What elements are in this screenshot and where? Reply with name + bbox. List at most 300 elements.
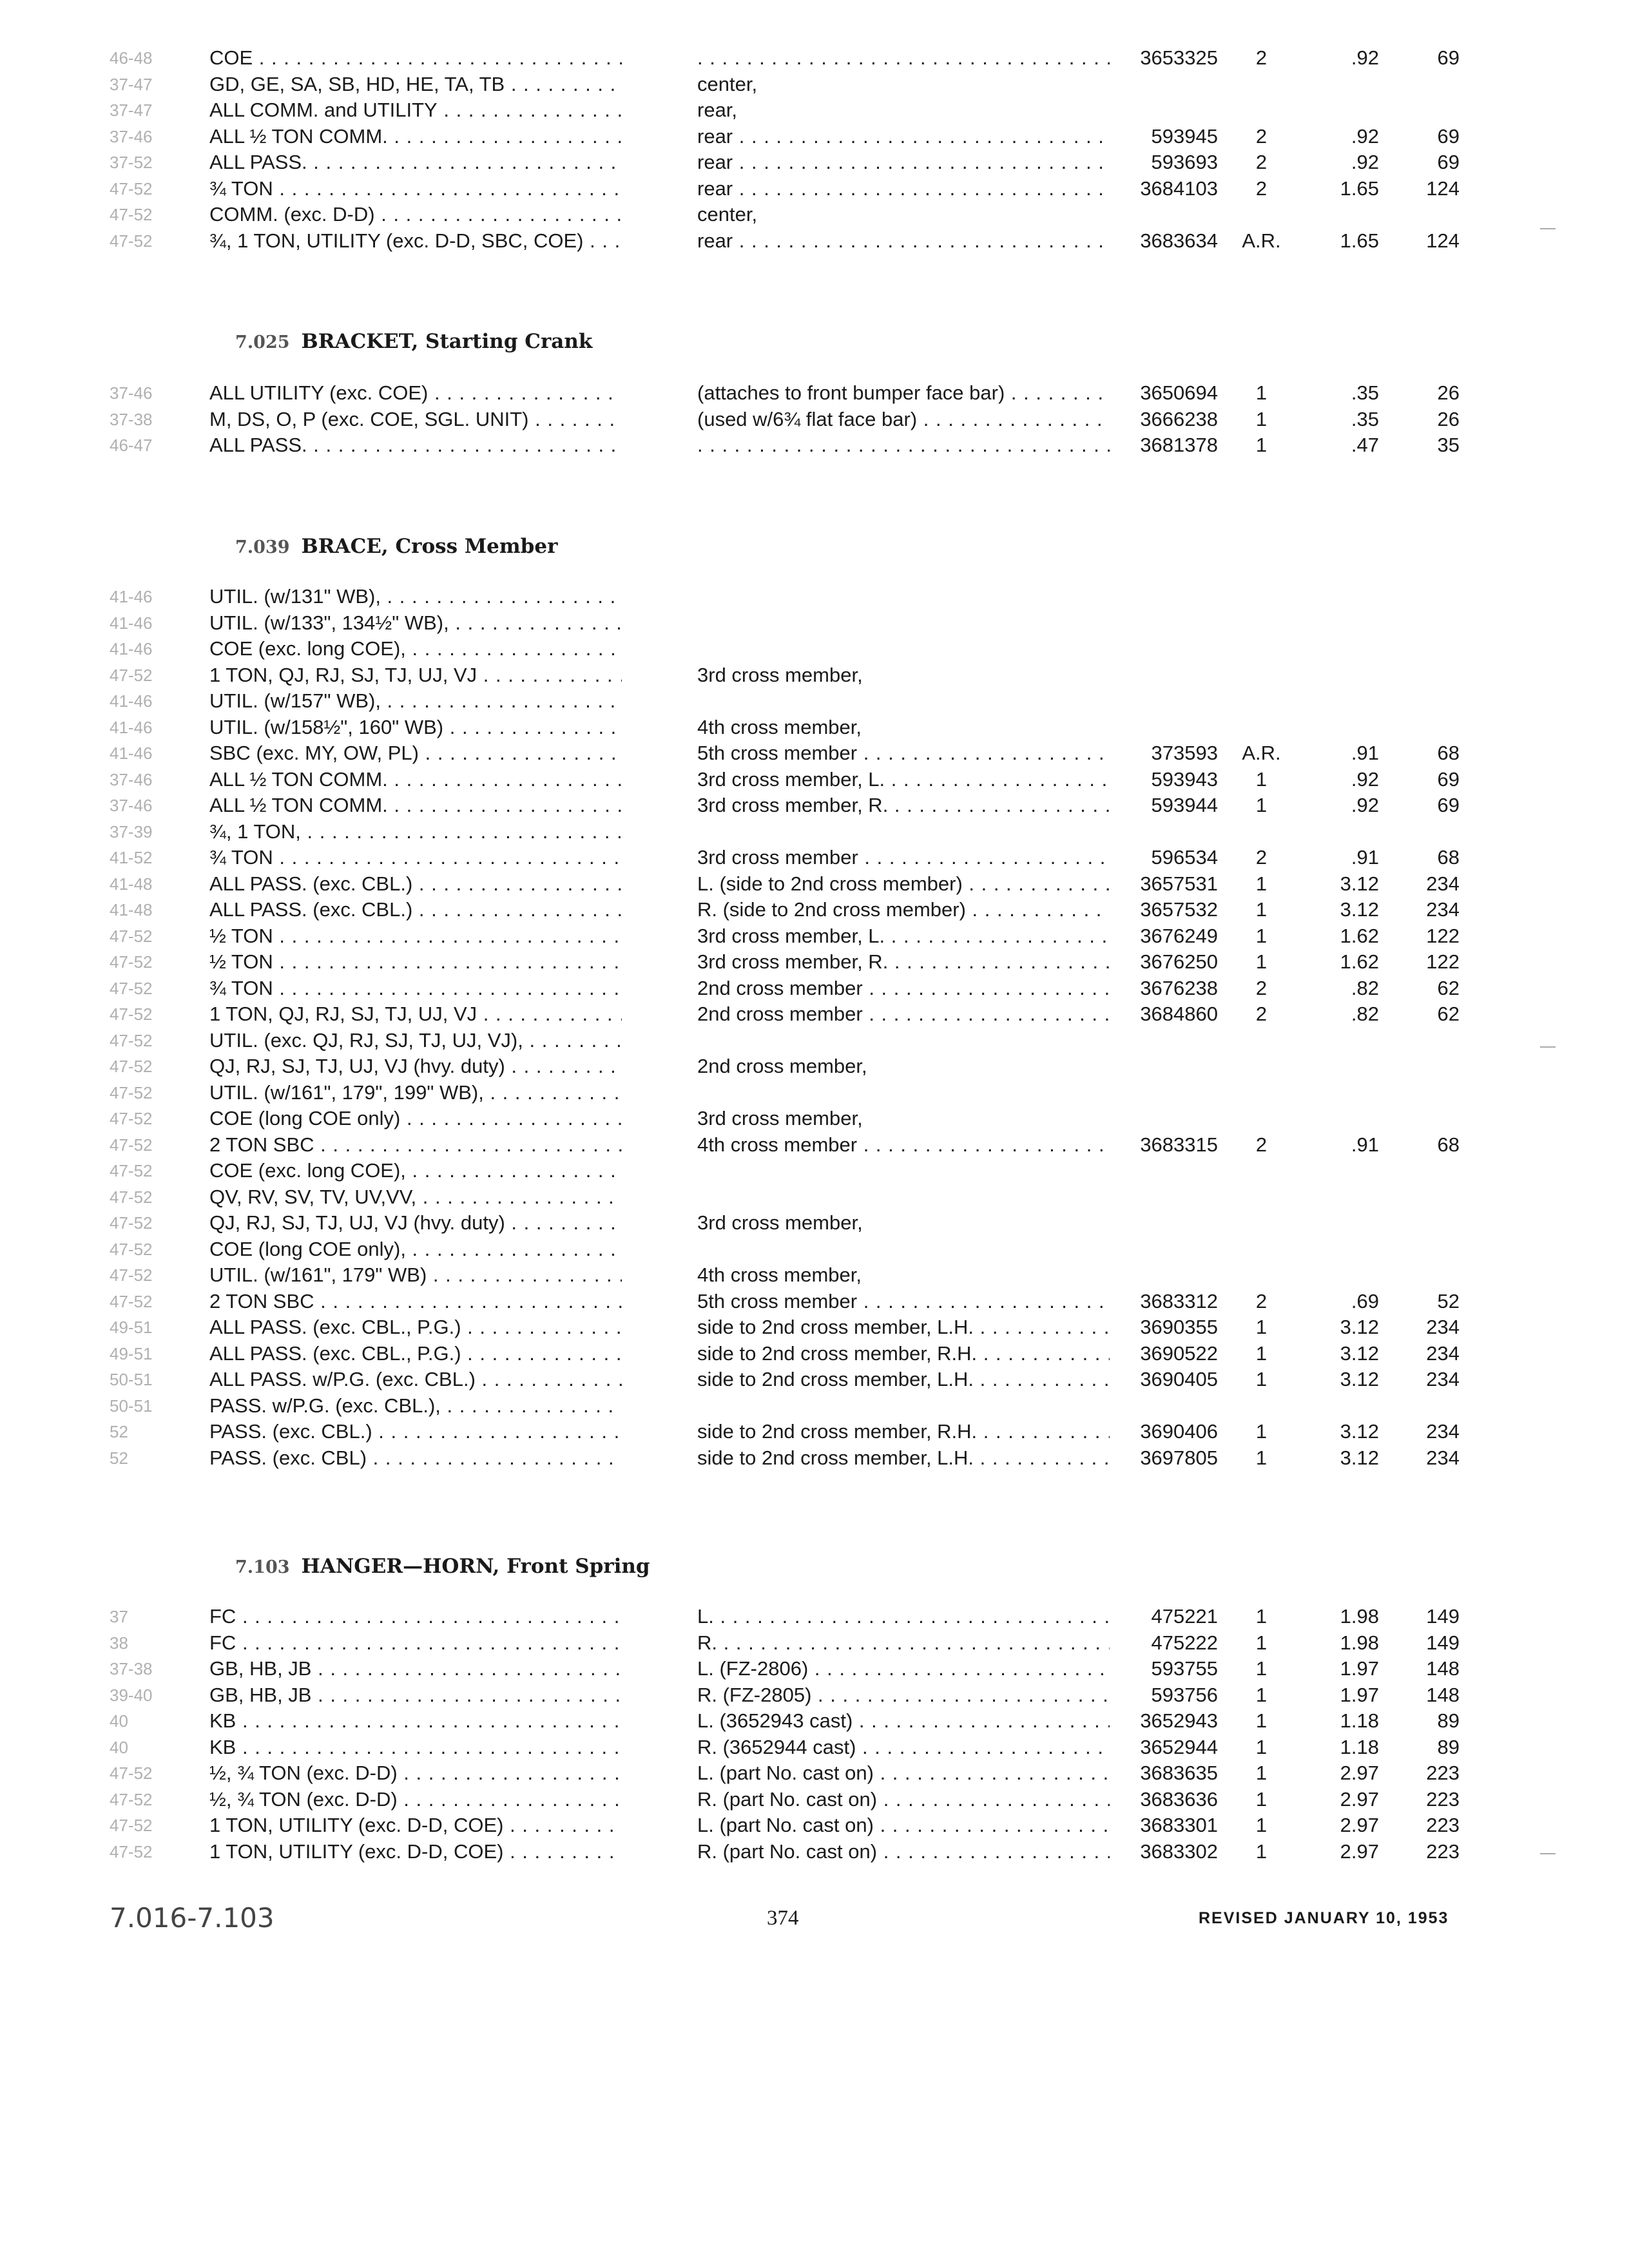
- year-range: 47-52: [110, 1265, 153, 1285]
- list-price: 2.97: [1340, 1787, 1379, 1811]
- model-applicability: 1 TON, UTILITY (exc. D-D, COE) . . .: [209, 1839, 622, 1865]
- part-number: 373593: [1151, 742, 1218, 764]
- catalog-row: [0, 1656, 1629, 1682]
- model-applicability: ¾, 1 TON, UTILITY (exc. D-D, SBC, COE) . . .: [209, 228, 622, 254]
- list-price: 1.97: [1340, 1683, 1379, 1706]
- quantity: 1: [1255, 1341, 1268, 1365]
- year-range: 41-48: [110, 874, 153, 894]
- year-range: 40: [110, 1711, 128, 1731]
- part-number: 3683635: [1140, 1762, 1218, 1784]
- quantity: 2: [1255, 46, 1268, 69]
- part-number: 593755: [1151, 1657, 1218, 1680]
- part-number: 3683312: [1140, 1289, 1218, 1312]
- catalog-row: [0, 767, 1629, 793]
- list-price: 3.12: [1340, 1446, 1379, 1469]
- year-range: 37-38: [110, 409, 153, 429]
- section-title: BRACKET, Starting Crank: [301, 330, 593, 353]
- part-number: 596534: [1151, 846, 1218, 869]
- catalog-row: [0, 1735, 1629, 1760]
- list-price: .91: [1351, 1133, 1379, 1156]
- year-range: 41-46: [110, 639, 153, 658]
- catalog-row: [0, 1604, 1629, 1629]
- catalog-row: [0, 636, 1629, 662]
- weight: 68: [1437, 1133, 1460, 1156]
- model-applicability: ½, ¾ TON (exc. D-D) . . .: [209, 1787, 622, 1812]
- catalog-row: [0, 1419, 1629, 1445]
- list-price: 1.98: [1340, 1631, 1379, 1654]
- year-range: 50-51: [110, 1396, 153, 1416]
- list-price: .92: [1351, 124, 1379, 148]
- part-number: 3683301: [1140, 1814, 1218, 1836]
- model-applicability: ALL PASS. (exc. CBL., P.G.) . . .: [209, 1314, 622, 1340]
- year-range: 47-52: [110, 1082, 153, 1102]
- catalog-row: [0, 793, 1629, 818]
- part-number: 593693: [1151, 151, 1218, 173]
- quantity: 1: [1255, 924, 1268, 947]
- quantity: 1: [1255, 434, 1268, 456]
- catalog-row: [0, 1839, 1629, 1865]
- catalog-row: [0, 1053, 1629, 1079]
- model-applicability: COE (long COE only) . . .: [209, 1106, 622, 1131]
- catalog-row: [0, 407, 1629, 432]
- model-applicability: ¾ TON . . .: [209, 975, 622, 1001]
- quantity: A.R.: [1242, 742, 1281, 764]
- weight: 223: [1426, 1762, 1460, 1784]
- model-applicability: ALL PASS. . . .: [209, 149, 622, 175]
- margin-tick-mark: [1540, 1046, 1556, 1048]
- year-range: 47-52: [110, 1816, 153, 1835]
- model-applicability: UTIL. (w/161", 179" WB) . . .: [209, 1262, 622, 1288]
- year-range: 46-48: [110, 48, 153, 68]
- weight: 234: [1426, 1341, 1460, 1365]
- catalog-row: [0, 202, 1629, 227]
- list-price: .92: [1351, 767, 1379, 791]
- model-applicability: GD, GE, SA, SB, HD, HE, TA, TB . . .: [209, 72, 622, 97]
- list-price: .91: [1351, 846, 1379, 869]
- quantity: 2: [1255, 177, 1268, 200]
- part-number: 475221: [1151, 1605, 1218, 1628]
- weight: 89: [1437, 1735, 1460, 1758]
- model-applicability: ALL PASS. (exc. CBL.) . . .: [209, 897, 622, 923]
- section-number: 7.103: [235, 1557, 290, 1577]
- year-range: 41-46: [110, 587, 153, 606]
- model-applicability: ¾ TON . . .: [209, 845, 622, 870]
- section-heading: [235, 1552, 650, 1581]
- list-price: 1.97: [1340, 1657, 1379, 1680]
- year-range: 49-51: [110, 1318, 153, 1337]
- list-price: 1.18: [1340, 1709, 1379, 1732]
- catalog-row: [0, 380, 1629, 406]
- model-applicability: GB, HB, JB . . .: [209, 1656, 622, 1682]
- part-description: 3rd cross member, L. . . .: [697, 923, 1110, 949]
- year-range: 37-47: [110, 101, 153, 120]
- section-heading: [235, 532, 557, 561]
- part-description: rear . . .: [697, 228, 1110, 254]
- weight: 124: [1426, 177, 1460, 200]
- list-price: .92: [1351, 46, 1379, 69]
- weight: 69: [1437, 46, 1460, 69]
- quantity: 1: [1255, 1787, 1268, 1811]
- quantity: 1: [1255, 1368, 1268, 1390]
- year-range: 47-52: [110, 1239, 153, 1259]
- quantity: 1: [1255, 1814, 1268, 1836]
- catalog-row: [0, 1760, 1629, 1786]
- catalog-row: [0, 176, 1629, 202]
- part-number: 3657531: [1140, 872, 1218, 895]
- part-description: 3rd cross member,: [697, 1107, 863, 1129]
- weight: 234: [1426, 872, 1460, 895]
- year-range: 47-52: [110, 178, 153, 198]
- quantity: 1: [1255, 1762, 1268, 1784]
- part-number: 593944: [1151, 794, 1218, 816]
- section-number: 7.025: [235, 332, 290, 352]
- model-applicability: COE . . .: [209, 45, 622, 71]
- quantity: 1: [1255, 1605, 1268, 1628]
- part-number: 3676250: [1140, 950, 1218, 973]
- catalog-row: [0, 871, 1629, 897]
- model-applicability: UTIL. (w/133", 134½" WB), . . .: [209, 610, 622, 636]
- year-range: 47-52: [110, 952, 153, 972]
- part-number: 3676238: [1140, 976, 1218, 999]
- quantity: 1: [1255, 1709, 1268, 1732]
- part-description: R. (part No. cast on) . . .: [697, 1787, 1110, 1812]
- weight: 68: [1437, 846, 1460, 869]
- quantity: 1: [1255, 1446, 1268, 1469]
- year-range: 52: [110, 1422, 128, 1441]
- model-applicability: KB . . .: [209, 1708, 622, 1734]
- catalog-row: [0, 1341, 1629, 1367]
- model-applicability: PASS. (exc. CBL) . . .: [209, 1445, 622, 1471]
- catalog-row: [0, 845, 1629, 870]
- catalog-row: [0, 45, 1629, 71]
- list-price: .35: [1351, 381, 1379, 404]
- model-applicability: QJ, RJ, SJ, TJ, UJ, VJ (hvy. duty) . . .: [209, 1053, 622, 1079]
- part-description: L. . . .: [697, 1604, 1110, 1629]
- part-description: 2nd cross member,: [697, 1055, 867, 1077]
- year-range: 37-46: [110, 796, 153, 815]
- weight: 35: [1437, 434, 1460, 456]
- part-description: rear . . .: [697, 124, 1110, 149]
- model-applicability: ALL ½ TON COMM. . . .: [209, 124, 622, 149]
- part-description: 5th cross member . . .: [697, 1289, 1110, 1314]
- weight: 62: [1437, 1003, 1460, 1025]
- list-price: .92: [1351, 794, 1379, 816]
- part-description: L. (side to 2nd cross member) . . .: [697, 871, 1110, 897]
- year-range: 37: [110, 1607, 128, 1626]
- catalog-row: [0, 1184, 1629, 1210]
- year-range: 37-46: [110, 126, 153, 146]
- part-number: 3652943: [1140, 1709, 1218, 1732]
- model-applicability: UTIL. (w/157" WB), . . .: [209, 688, 622, 714]
- quantity: 2: [1255, 151, 1268, 173]
- weight: 149: [1426, 1605, 1460, 1628]
- year-range: 39-40: [110, 1685, 153, 1705]
- year-range: 47-52: [110, 1291, 153, 1311]
- model-applicability: PASS. w/P.G. (exc. CBL.), . . .: [209, 1393, 622, 1419]
- part-description: 2nd cross member . . .: [697, 975, 1110, 1001]
- catalog-row: [0, 1236, 1629, 1262]
- footer-page-number: 374: [767, 1907, 799, 1930]
- catalog-row: [0, 97, 1629, 123]
- part-description: 2nd cross member . . .: [697, 1001, 1110, 1027]
- part-description: 3rd cross member, L. . . .: [697, 767, 1110, 793]
- catalog-row: [0, 610, 1629, 636]
- catalog-row: [0, 1708, 1629, 1734]
- model-applicability: UTIL. (w/161", 179", 199" WB), . . .: [209, 1080, 622, 1106]
- list-price: 3.12: [1340, 872, 1379, 895]
- part-number: 3683315: [1140, 1133, 1218, 1156]
- model-applicability: COE (exc. long COE), . . .: [209, 636, 622, 662]
- model-applicability: ALL ½ TON COMM. . . .: [209, 793, 622, 818]
- catalog-row: [0, 1289, 1629, 1314]
- part-description: R. (FZ-2805) . . .: [697, 1682, 1110, 1708]
- part-number: 3683634: [1140, 229, 1218, 252]
- year-range: 37-46: [110, 769, 153, 789]
- year-range: 47-52: [110, 1057, 153, 1076]
- catalog-row: [0, 715, 1629, 740]
- part-number: 3690405: [1140, 1368, 1218, 1390]
- list-price: 1.62: [1340, 950, 1379, 973]
- weight: 234: [1426, 898, 1460, 921]
- section-number: 7.039: [235, 537, 290, 557]
- part-description: L. (part No. cast on) . . .: [697, 1812, 1110, 1838]
- weight: 148: [1426, 1657, 1460, 1680]
- year-range: 47-52: [110, 1161, 153, 1180]
- list-price: 1.98: [1340, 1605, 1379, 1628]
- quantity: A.R.: [1242, 229, 1281, 252]
- model-applicability: 1 TON, QJ, RJ, SJ, TJ, UJ, VJ . . .: [209, 1001, 622, 1027]
- list-price: 2.97: [1340, 1814, 1379, 1836]
- part-number: 3652944: [1140, 1735, 1218, 1758]
- catalog-row: [0, 1028, 1629, 1053]
- year-range: 52: [110, 1448, 128, 1468]
- model-applicability: FC . . .: [209, 1604, 622, 1629]
- quantity: 1: [1255, 1683, 1268, 1706]
- catalog-row: [0, 949, 1629, 975]
- part-number: 3684103: [1140, 177, 1218, 200]
- weight: 69: [1437, 794, 1460, 816]
- year-range: 41-46: [110, 613, 153, 633]
- quantity: 2: [1255, 1003, 1268, 1025]
- year-range: 47-52: [110, 978, 153, 998]
- model-applicability: ¾ TON . . .: [209, 176, 622, 202]
- part-description: R. (3652944 cast) . . .: [697, 1735, 1110, 1760]
- weight: 69: [1437, 767, 1460, 791]
- quantity: 1: [1255, 1420, 1268, 1443]
- model-applicability: M, DS, O, P (exc. COE, SGL. UNIT) . . .: [209, 407, 622, 432]
- list-price: 3.12: [1340, 1316, 1379, 1338]
- year-range: 46-47: [110, 436, 153, 455]
- year-range: 47-52: [110, 1135, 153, 1155]
- year-range: 41-48: [110, 900, 153, 919]
- list-price: 1.65: [1340, 177, 1379, 200]
- quantity: 1: [1255, 794, 1268, 816]
- year-range: 47-52: [110, 205, 153, 224]
- weight: 223: [1426, 1787, 1460, 1811]
- part-description: L. (part No. cast on) . . .: [697, 1760, 1110, 1786]
- quantity: 2: [1255, 1289, 1268, 1312]
- model-applicability: 1 TON, QJ, RJ, SJ, TJ, UJ, VJ . . .: [209, 662, 622, 688]
- weight: 89: [1437, 1709, 1460, 1732]
- part-description: rear . . .: [697, 176, 1110, 202]
- year-range: 47-52: [110, 1109, 153, 1128]
- model-applicability: ALL UTILITY (exc. COE) . . .: [209, 380, 622, 406]
- list-price: .82: [1351, 1003, 1379, 1025]
- weight: 223: [1426, 1840, 1460, 1863]
- part-number: 3690355: [1140, 1316, 1218, 1338]
- catalog-row: [0, 124, 1629, 149]
- quantity: 1: [1255, 767, 1268, 791]
- year-range: 47-52: [110, 1187, 153, 1207]
- part-description: [697, 45, 1110, 71]
- quantity: 1: [1255, 1316, 1268, 1338]
- year-range: 37-47: [110, 74, 153, 94]
- part-number: 3650694: [1140, 381, 1218, 404]
- model-applicability: ALL PASS. (exc. CBL., P.G.) . . .: [209, 1341, 622, 1367]
- quantity: 1: [1255, 1840, 1268, 1863]
- footer-revised-date: REVISED JANUARY 10, 1953: [1199, 1909, 1449, 1927]
- part-description: 3rd cross member,: [697, 1211, 863, 1234]
- weight: 26: [1437, 407, 1460, 430]
- part-description: side to 2nd cross member, R.H. . . .: [697, 1419, 1110, 1445]
- part-description: L. (FZ-2806) . . .: [697, 1656, 1110, 1682]
- footer-section-range: 7.016-7.103: [110, 1902, 275, 1934]
- part-number: 3690406: [1140, 1420, 1218, 1443]
- model-applicability: ½ TON . . .: [209, 949, 622, 975]
- part-number: 3676249: [1140, 924, 1218, 947]
- model-applicability: COMM. (exc. D-D) . . .: [209, 202, 622, 227]
- catalog-row: [0, 1314, 1629, 1340]
- model-applicability: ½ TON . . .: [209, 923, 622, 949]
- part-description: R. (part No. cast on) . . .: [697, 1839, 1110, 1865]
- weight: 148: [1426, 1683, 1460, 1706]
- list-price: 1.18: [1340, 1735, 1379, 1758]
- quantity: 2: [1255, 976, 1268, 999]
- section-title: BRACE, Cross Member: [301, 535, 558, 558]
- part-description: center,: [697, 203, 758, 226]
- list-price: 3.12: [1340, 1368, 1379, 1390]
- catalog-row: [0, 662, 1629, 688]
- catalog-row: [0, 1445, 1629, 1471]
- list-price: 1.62: [1340, 924, 1379, 947]
- part-number: 3684860: [1140, 1003, 1218, 1025]
- part-description: rear,: [697, 99, 738, 121]
- model-applicability: FC . . .: [209, 1630, 622, 1656]
- catalog-row: [0, 1393, 1629, 1419]
- model-applicability: UTIL. (w/131" WB), . . .: [209, 584, 622, 610]
- part-description: R. (side to 2nd cross member) . . .: [697, 897, 1110, 923]
- part-description: 3rd cross member, R. . . .: [697, 949, 1110, 975]
- model-applicability: ¾, 1 TON, . . .: [209, 819, 622, 845]
- list-price: 2.97: [1340, 1762, 1379, 1784]
- year-range: 47-52: [110, 1789, 153, 1809]
- quantity: 1: [1255, 407, 1268, 430]
- weight: 124: [1426, 229, 1460, 252]
- year-range: 37-46: [110, 383, 153, 403]
- quantity: 1: [1255, 1631, 1268, 1654]
- part-description: [697, 432, 1110, 458]
- year-range: 47-52: [110, 926, 153, 946]
- list-price: .47: [1351, 434, 1379, 456]
- part-number: 3657532: [1140, 898, 1218, 921]
- year-range: 40: [110, 1737, 128, 1757]
- year-range: 47-52: [110, 1841, 153, 1861]
- part-number: 3681378: [1140, 434, 1218, 456]
- weight: 234: [1426, 1446, 1460, 1469]
- year-range: 37-39: [110, 822, 153, 841]
- year-range: 50-51: [110, 1370, 153, 1389]
- model-applicability: ALL PASS. w/P.G. (exc. CBL.) . . .: [209, 1367, 622, 1392]
- catalog-row: [0, 688, 1629, 714]
- list-price: .91: [1351, 742, 1379, 764]
- part-number: 593943: [1151, 767, 1218, 791]
- model-applicability: 2 TON SBC . . .: [209, 1289, 622, 1314]
- margin-tick-mark: [1540, 1853, 1556, 1854]
- quantity: 2: [1255, 124, 1268, 148]
- part-description: L. (3652943 cast) . . .: [697, 1708, 1110, 1734]
- catalog-row: [0, 1630, 1629, 1656]
- catalog-row: [0, 1001, 1629, 1027]
- quantity: 1: [1255, 898, 1268, 921]
- quantity: 1: [1255, 1657, 1268, 1680]
- year-range: 37-38: [110, 1659, 153, 1678]
- part-number: 3697805: [1140, 1446, 1218, 1469]
- model-applicability: QV, RV, SV, TV, UV,VV, . . .: [209, 1184, 622, 1210]
- quantity: 1: [1255, 381, 1268, 404]
- quantity: 2: [1255, 846, 1268, 869]
- catalog-row: [0, 1787, 1629, 1812]
- catalog-row: [0, 1682, 1629, 1708]
- margin-tick-mark: [1540, 228, 1556, 229]
- weight: 223: [1426, 1814, 1460, 1836]
- model-applicability: ALL ½ TON COMM. . . .: [209, 767, 622, 793]
- part-description: (attaches to front bumper face bar) . . .: [697, 380, 1110, 406]
- year-range: 38: [110, 1633, 128, 1653]
- list-price: 3.12: [1340, 1341, 1379, 1365]
- part-description: 3rd cross member,: [697, 663, 863, 686]
- quantity: 1: [1255, 872, 1268, 895]
- weight: 52: [1437, 1289, 1460, 1312]
- catalog-row: [0, 72, 1629, 97]
- weight: 122: [1426, 924, 1460, 947]
- list-price: 3.12: [1340, 898, 1379, 921]
- part-number: 3683636: [1140, 1787, 1218, 1811]
- catalog-row: [0, 1367, 1629, 1392]
- year-range: 47-52: [110, 1213, 153, 1233]
- catalog-row: [0, 1158, 1629, 1184]
- year-range: 47-52: [110, 1004, 153, 1024]
- part-description: R. . . .: [697, 1630, 1110, 1656]
- year-range: 41-46: [110, 717, 153, 737]
- part-number: 3683302: [1140, 1840, 1218, 1863]
- year-range: 41-52: [110, 848, 153, 867]
- model-applicability: PASS. (exc. CBL.) . . .: [209, 1419, 622, 1445]
- catalog-row: [0, 228, 1629, 254]
- model-applicability: UTIL. (w/158½", 160" WB) . . .: [209, 715, 622, 740]
- weight: 149: [1426, 1631, 1460, 1654]
- quantity: 1: [1255, 950, 1268, 973]
- year-range: 47-52: [110, 231, 153, 251]
- part-description: side to 2nd cross member, L.H. . . .: [697, 1314, 1110, 1340]
- part-description: center,: [697, 72, 758, 95]
- year-range: 41-46: [110, 744, 153, 763]
- part-description: 4th cross member,: [697, 1264, 862, 1286]
- list-price: 1.65: [1340, 229, 1379, 252]
- catalog-row: [0, 1210, 1629, 1236]
- catalog-row: [0, 819, 1629, 845]
- catalog-row: [0, 1080, 1629, 1106]
- weight: 234: [1426, 1420, 1460, 1443]
